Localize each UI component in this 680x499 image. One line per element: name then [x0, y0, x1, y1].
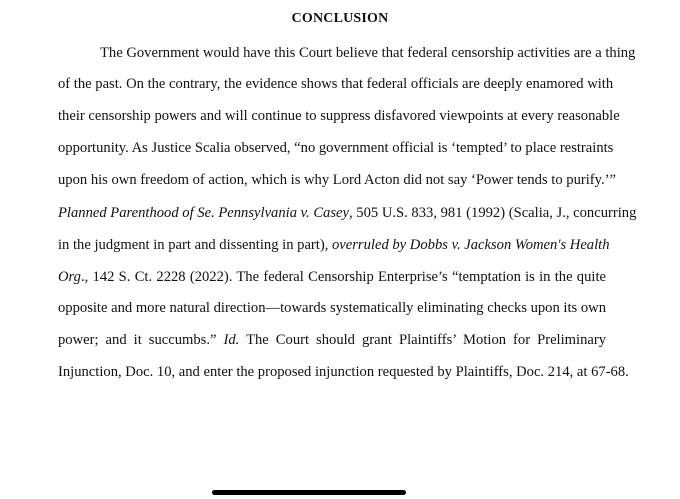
text-run: of the past. On the contrary, the evidence shows that federal officials are deeply enamored with — [58, 76, 614, 92]
text-run: Injunction, Doc. 10, and enter the proposed injunction requested by Plaintiffs, Doc. 214, at 67-68. — [58, 364, 629, 380]
paragraph-line-8 — [58, 268, 606, 286]
text-run: The Court should grant Plaintiffs’ Motion for Preliminary — [239, 332, 606, 348]
paragraph-line-4 — [58, 139, 614, 157]
text-run: , 505 U.S. 833, 981 (1992) (Scalia, J., concurring — [349, 205, 637, 221]
citation-id: Id. — [223, 332, 240, 348]
section-heading: CONCLUSION — [291, 11, 389, 26]
text-run: ., 142 S. Ct. 2228 (2022). The federal Censorship Enterprise’s “temptation is in the quite — [80, 269, 606, 285]
text-run: power; and it succumbs.” — [58, 332, 224, 348]
case-citation-dobbs-cont: Org — [58, 269, 81, 285]
text-run: opportunity. As Justice Scalia observed, “no government official is ‘tempted’ to place restraints — [58, 140, 614, 156]
text-run: opposite and more natural direction—towards systematically eliminating checks upon its own — [58, 300, 606, 316]
home-indicator-bar[interactable] — [212, 490, 406, 495]
case-citation-casey: Planned Parenthood of Se. Pennsylvania v. Casey — [58, 205, 349, 221]
paragraph-line-1 — [100, 44, 636, 62]
paragraph-line-9 — [58, 299, 606, 317]
paragraph-line-3 — [58, 107, 620, 125]
paragraph-line-6 — [58, 204, 637, 222]
text-run: their censorship powers and will continue to suppress disfavored viewpoints at every reasonable — [58, 108, 620, 124]
paragraph-line-10 — [58, 331, 606, 349]
paragraph-line-11 — [58, 363, 629, 381]
text-run: in the judgment in part and dissenting in part), — [58, 237, 332, 253]
text-run: The Government would have this Court believe that federal censorship activities are a thing — [100, 45, 636, 61]
paragraph-line-2 — [58, 75, 614, 93]
case-citation-dobbs: overruled by Dobbs v. Jackson Women's Health — [332, 237, 610, 253]
paragraph-line-7 — [58, 236, 610, 254]
paragraph-line-5 — [58, 171, 616, 189]
text-run: upon his own freedom of action, which is why Lord Acton did not say ‘Power tends to purify.’” — [58, 172, 616, 188]
